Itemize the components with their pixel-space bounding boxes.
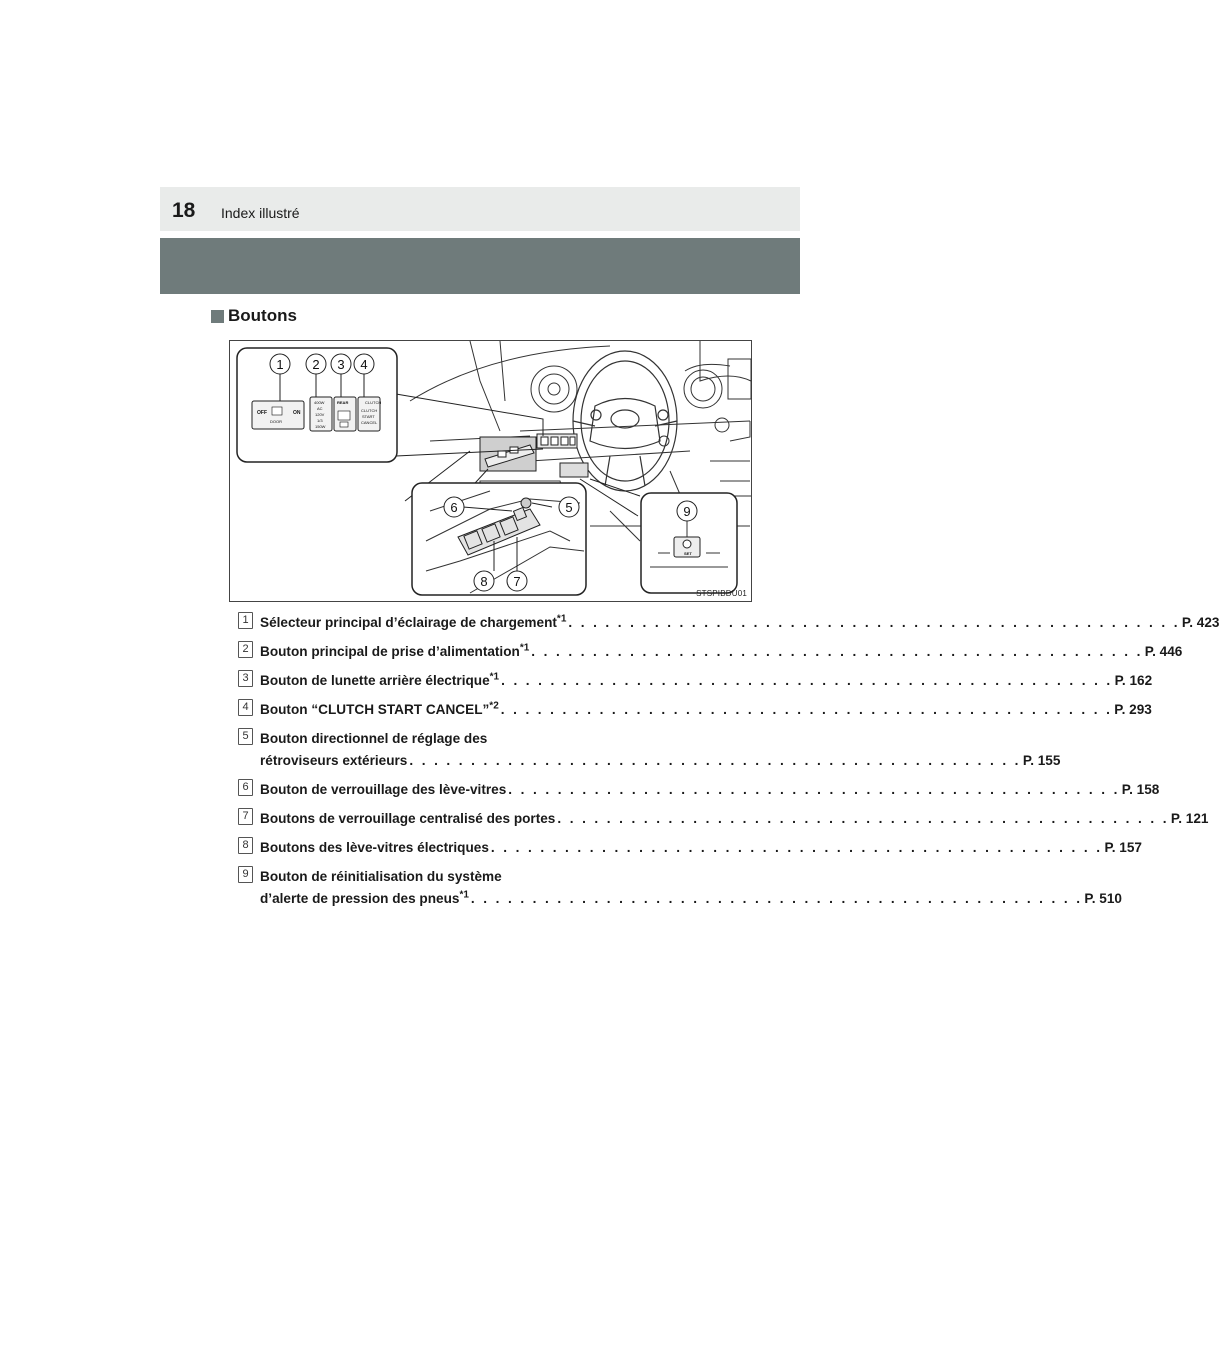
- section-title: Boutons: [228, 306, 297, 325]
- list-item-7: 7 Boutons de verrouillage centralisé des portes . . . . . . . . . . . . . . . . . . . . . . . . . . . . . . . . . . . . . . . . . . . . . . . . . . P. 121: [238, 808, 724, 830]
- callout-3: 3: [337, 357, 345, 372]
- item-text: Bouton de verrouillage des lève-vitres: [260, 782, 507, 797]
- item-number: 2: [238, 641, 253, 658]
- panel-set-label: SET: [684, 551, 692, 556]
- item-text: Boutons de verrouillage centralisé des portes: [260, 811, 556, 826]
- panel-clutch-label: CLUTCH: [365, 400, 382, 405]
- panel-clutch-line-2: START: [362, 414, 375, 419]
- page-reference[interactable]: P. 157: [1104, 840, 1142, 855]
- list-item-5: 5 Bouton directionnel de réglage des rétroviseurs extérieurs . . . . . . . . . . . . . . . . . . . . . . . . . . . . . . . . . . . . . . . . . . . . . . . . . . P. 155: [238, 728, 724, 772]
- callout-4: 4: [360, 357, 368, 372]
- item-text: Bouton de lunette arrière électrique: [260, 673, 490, 688]
- callout-7: 7: [513, 574, 521, 589]
- item-number: 1: [238, 612, 253, 629]
- page-number: 18: [172, 199, 196, 222]
- item-text: Bouton principal de prise d’alimentation: [260, 644, 520, 659]
- page-reference[interactable]: P. 423: [1181, 615, 1219, 630]
- list-item-1: 1 Sélecteur principal d’éclairage de chargement$^{*1}$ . . . . . . . . . . . . . . . . . . . . . . . . . . . . . . . . . . . . . . . . . . . . . . . . . . P. 423: [238, 612, 724, 634]
- page-reference[interactable]: P. 162: [1114, 673, 1153, 688]
- item-text-continued: rétroviseurs extérieurs: [260, 753, 408, 768]
- list-item-8: 8 Boutons des lève-vitres électriques . . . . . . . . . . . . . . . . . . . . . . . . . . . . . . . . . . . . . . . . . . . . . . . . . . P. 157: [238, 837, 724, 859]
- callout-5: 5: [565, 500, 573, 515]
- callout-1: 1: [276, 357, 284, 372]
- page-reference[interactable]: P. 121: [1170, 811, 1209, 826]
- list-item-9: 9 Bouton de réinitialisation du système d’alerte de pression des pneus$^{*1}$ . . . . . . . . . . . . . . . . . . . . . . . . . . . . . . . . . . . . . . . . . . . . . . . . . . P. 510: [238, 866, 724, 910]
- item-number: 7: [238, 808, 253, 825]
- item-text: Sélecteur principal d’éclairage de chargement: [260, 615, 557, 630]
- item-footnote-ref: *2: [489, 700, 499, 712]
- panel-power-line-5: 150W: [315, 424, 326, 429]
- item-text: Boutons des lève-vitres électriques: [260, 840, 489, 855]
- running-title: Index illustré: [221, 205, 300, 221]
- panel-rear-label: REAR: [337, 400, 349, 405]
- section-square-icon: [211, 310, 224, 323]
- panel-off-label: OFF: [257, 410, 267, 416]
- panel-power-line-3: 120V: [315, 412, 325, 417]
- item-text: Bouton directionnel de réglage des: [260, 731, 488, 746]
- item-number: 8: [238, 837, 253, 854]
- item-number: 5: [238, 728, 253, 745]
- item-number: 4: [238, 699, 253, 716]
- item-list: [238, 612, 1219, 917]
- page-reference[interactable]: P. 155: [1022, 753, 1061, 768]
- callout-6: 6: [450, 500, 458, 515]
- callout-9: 9: [683, 504, 691, 519]
- item-number: 6: [238, 779, 253, 796]
- figure-buttons-illustration: [229, 340, 752, 602]
- item-footnote-ref: *1: [519, 642, 530, 654]
- item-footnote-ref: *1: [489, 671, 500, 683]
- panel-on-label: ON: [293, 410, 301, 416]
- item-text: Bouton “CLUTCH START CANCEL”: [260, 702, 490, 717]
- callout-8: 8: [480, 574, 488, 589]
- list-item-6: 6 Bouton de verrouillage des lève-vitres . . . . . . . . . . . . . . . . . . . . . . . . . . . . . . . . . . . . . . . . . . . . . . . . . . P. 158: [238, 779, 724, 801]
- page-reference[interactable]: P. 158: [1121, 782, 1160, 797]
- item-text-continued: d’alerte de pression des pneus: [260, 891, 460, 906]
- item-number: 9: [238, 866, 253, 883]
- callout-2: 2: [312, 357, 320, 372]
- list-item-3: 3 Bouton de lunette arrière électrique$^{*1}$ . . . . . . . . . . . . . . . . . . . . . . . . . . . . . . . . . . . . . . . . . . . . . . . . . . P. 162: [238, 670, 724, 692]
- page-reference[interactable]: P. 293: [1114, 702, 1152, 717]
- list-item-4: 4 Bouton “CLUTCH START CANCEL”$^{*2}$ . . . . . . . . . . . . . . . . . . . . . . . . . . . . . . . . . . . . . . . . . . . . . . . . . . P. 293: [238, 699, 724, 721]
- page-reference[interactable]: P. 510: [1084, 891, 1122, 906]
- list-item-2: 2 Bouton principal de prise d’alimentation$^{*1}$ . . . . . . . . . . . . . . . . . . . . . . . . . . . . . . . . . . . . . . . . . . . . . . . . . . P. 446: [238, 641, 724, 663]
- panel-clutch-line-1: CLUTCH: [361, 408, 378, 413]
- page-reference[interactable]: P. 446: [1144, 644, 1183, 659]
- item-text: Bouton de réinitialisation du système: [260, 869, 502, 884]
- panel-power-line-2: AC: [317, 406, 323, 411]
- dashboard-illustration: [230, 341, 751, 601]
- item-number: 3: [238, 670, 253, 687]
- figure-id: STSPIBDU01: [696, 589, 747, 598]
- item-footnote-ref: *1: [556, 613, 567, 625]
- panel-power-line-1: 400W: [314, 400, 325, 405]
- panel-clutch-line-3: CANCEL: [361, 420, 378, 425]
- panel-door-label: DOOR: [270, 419, 282, 424]
- item-footnote-ref: *1: [459, 889, 469, 901]
- panel-power-line-4: 1/3: [317, 418, 323, 423]
- header-band: [160, 238, 800, 294]
